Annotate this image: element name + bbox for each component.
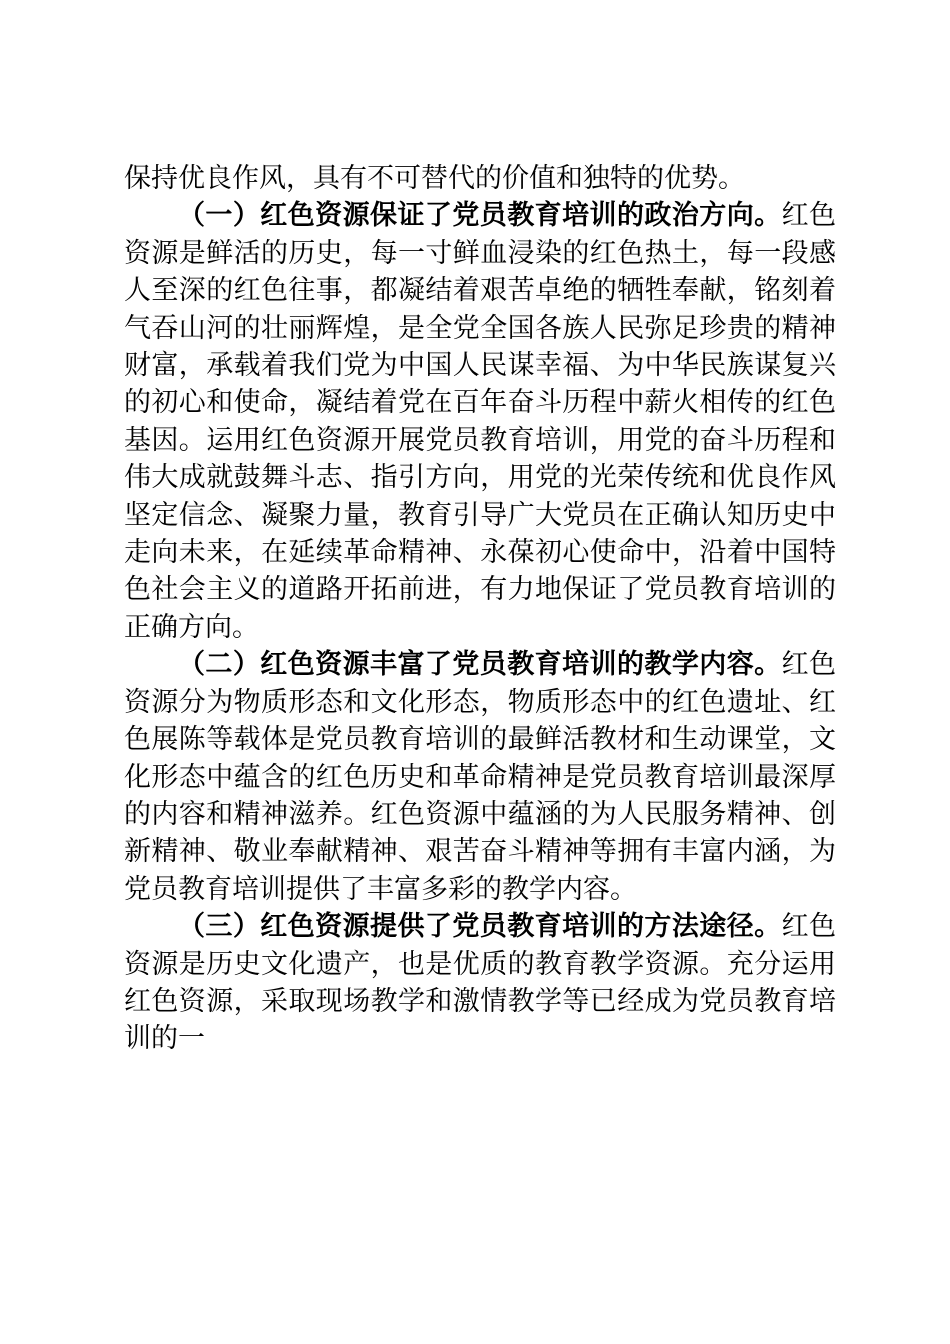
paragraph-continuation (124, 160, 836, 197)
paragraph-body: 红色资源是历史文化遗产，也是优质的教育教学资源。充分运用红色资源，采取现场教学和激情教学等已经成为党员教育培训的一 (124, 911, 837, 1055)
section-heading-2: （二）红色资源丰富了党员教育培训的教学内容。 (178, 649, 782, 681)
paragraph-section-3 (124, 908, 836, 1058)
paragraph-section-1 (124, 197, 836, 646)
paragraph-body: 红色资源是鲜活的历史，每一寸鲜血浸染的红色热土，每一段感人至深的红色往事，都凝结着艰苦卓绝的牺牲奉献，铭刻着气吞山河的壮丽辉煌，是全党全国各族人民弥足珍贵的精神财富，承载着我们党为中国人民谋幸福、为中华民族谋复兴的初心和使命，凝结着党在百年奋斗历程中薪火相传的红色基因。运用红色资源开展党员教育培训，用党的奋斗历程和伟大成就鼓舞斗志、指引方向，用党的光荣传统和优良作风坚定信念、凝聚力量，教育引导广大党员在正确认知历史中走向未来，在延续革命精神、永葆初心使命中，沿着中国特色社会主义的道路开拓前进，有力地保证了党员教育培训的正确方向。 (124, 200, 837, 643)
paragraph-body: 红色资源分为物质形态和文化形态，物质形态中的红色遗址、红色展陈等载体是党员教育培训的最鲜活教材和生动课堂，文化形态中蕴含的红色历史和革命精神是党员教育培训最深厚的内容和精神滋养。红色资源中蕴涵的为人民服务精神、创新精神、敬业奉献精神、艰苦奋斗精神等拥有丰富内涵，为党员教育培训提供了丰富多彩的教学内容。 (124, 649, 837, 905)
body-text (124, 160, 836, 1058)
paragraph-body: 保持优良作风，具有不可替代的价值和独特的优势。 (124, 163, 745, 194)
section-heading-3: （三）红色资源提供了党员教育培训的方法途径。 (178, 911, 782, 943)
paragraph-section-2 (124, 646, 836, 908)
section-heading-1: （一）红色资源保证了党员教育培训的政治方向。 (178, 200, 782, 232)
